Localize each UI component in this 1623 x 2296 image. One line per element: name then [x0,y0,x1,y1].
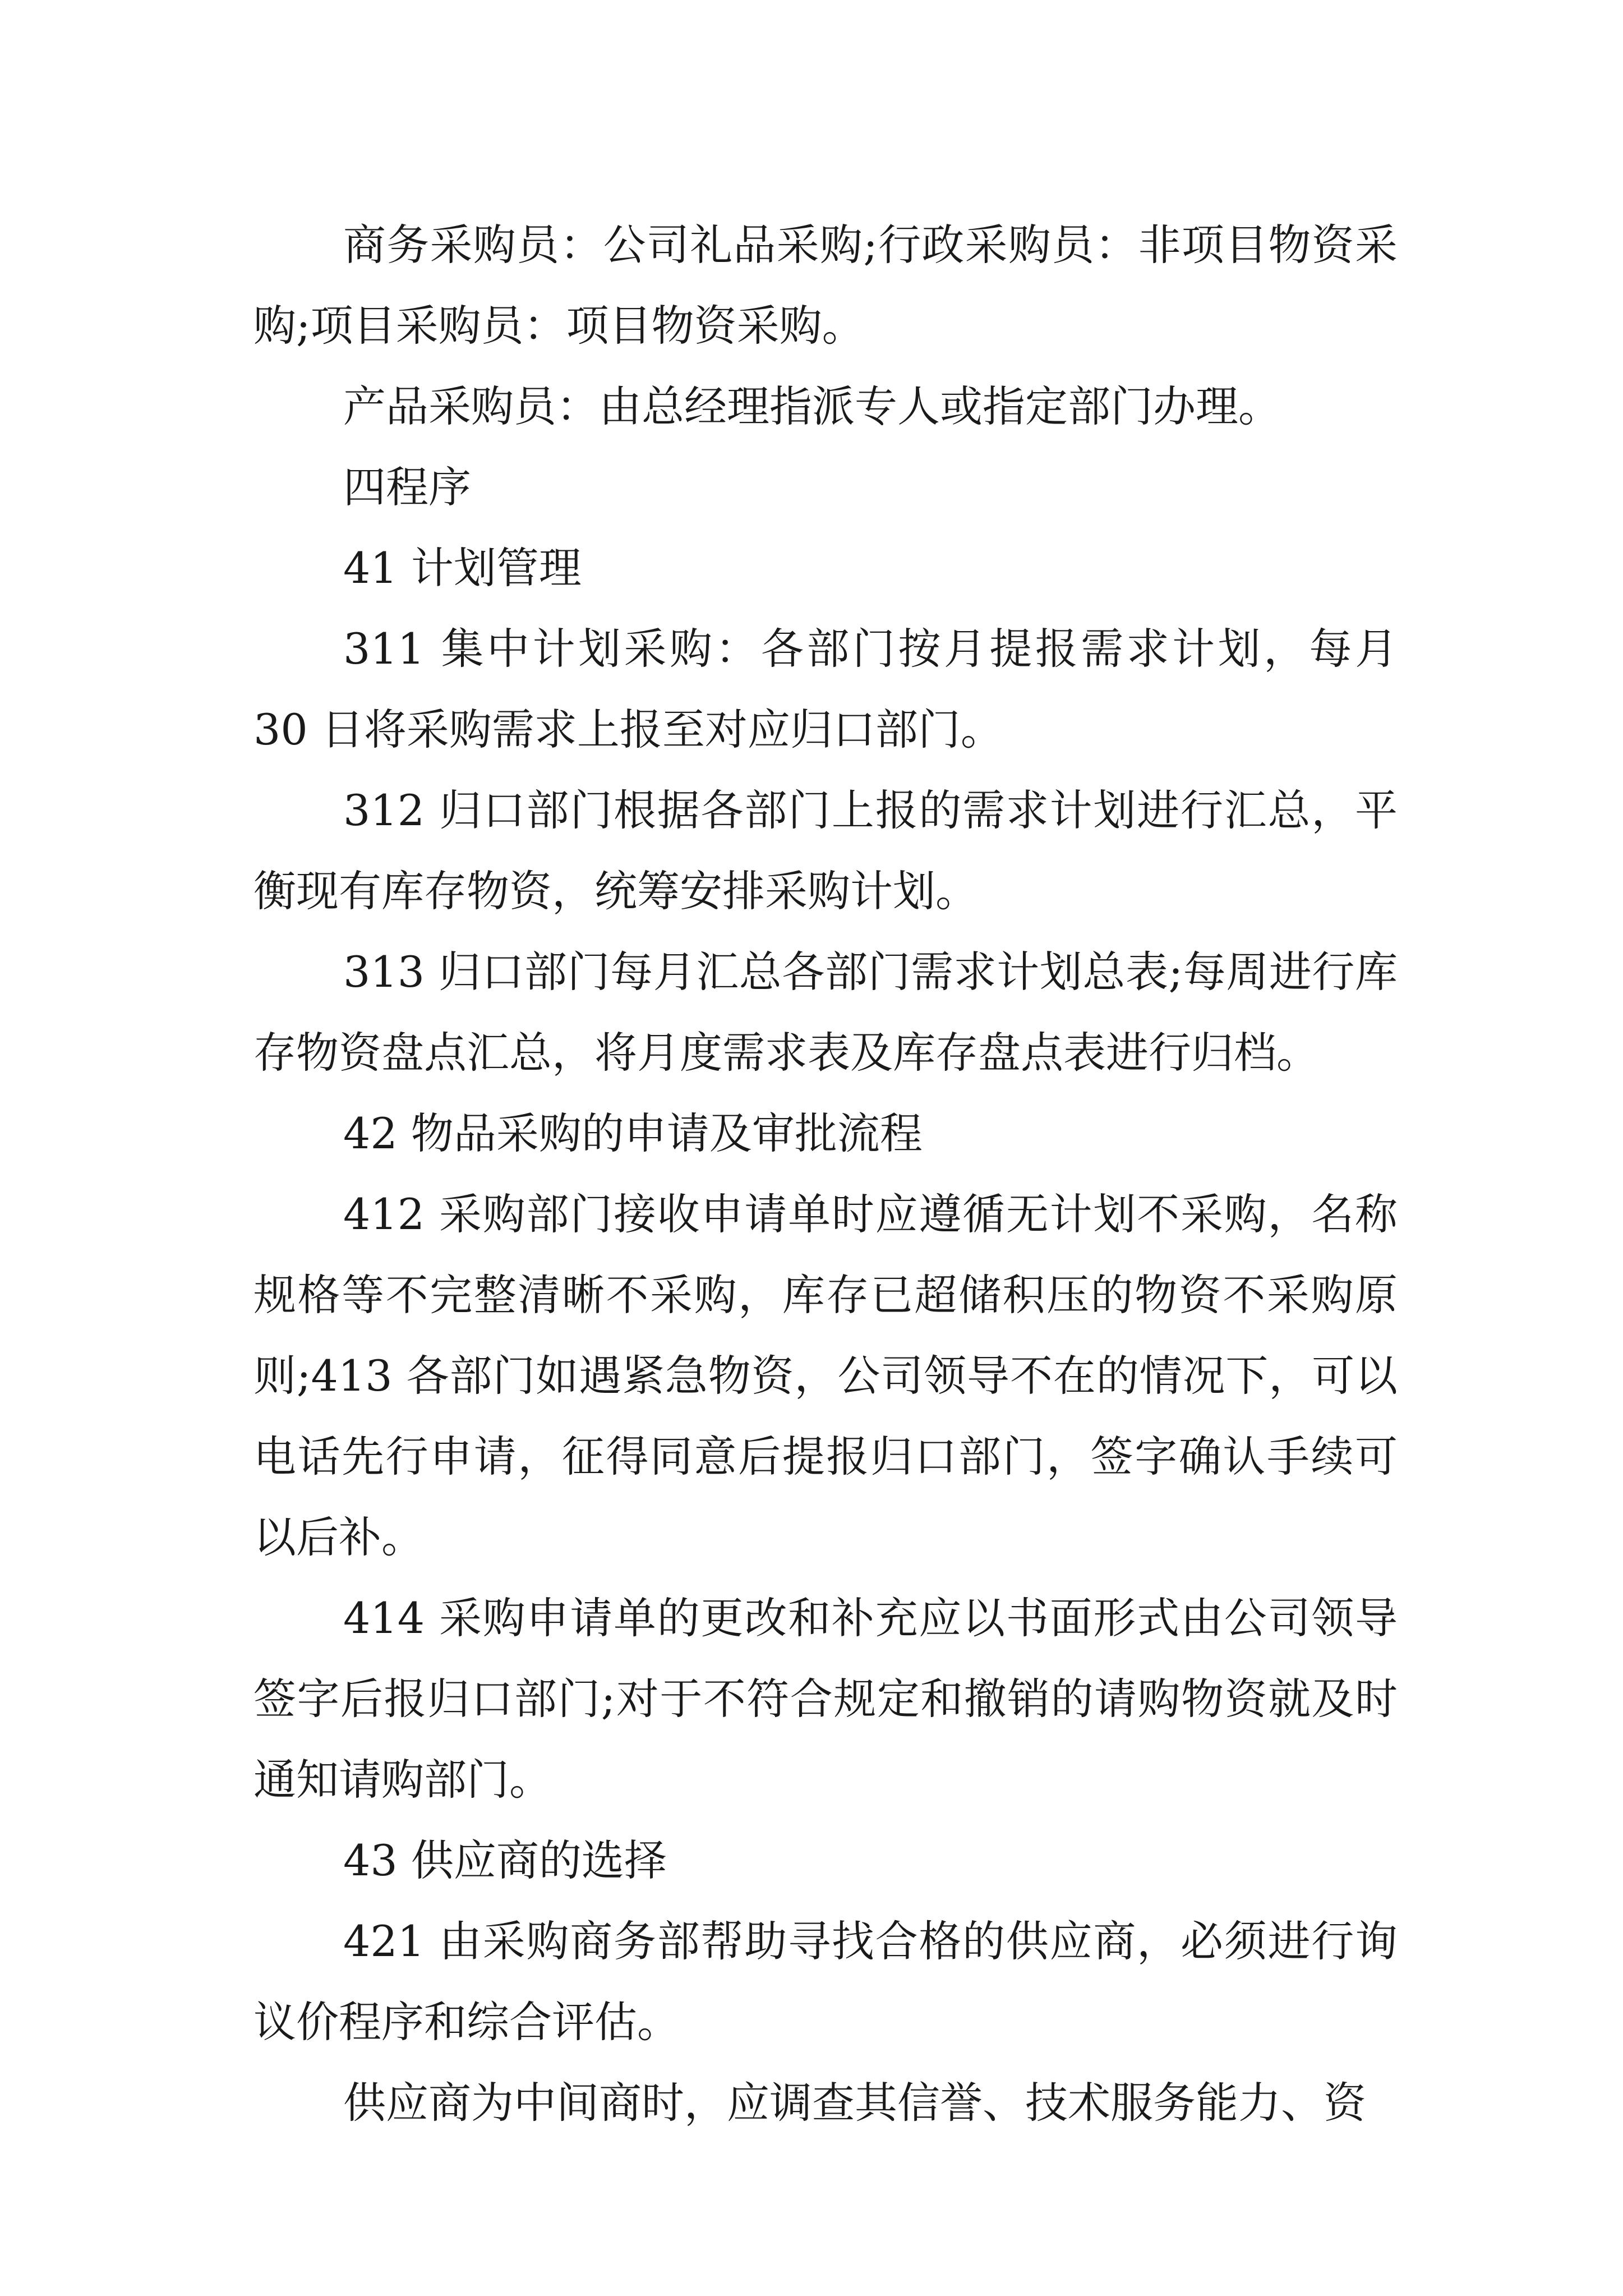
section-heading-procedure: 四程序 [343,462,471,512]
paragraph-313: 313 归口部门每月汇总各部门需求计划总表;每周进行库存物资盘点汇总，将月度需求表及库存盘点表进行归档。 [253,947,1398,1078]
paragraph-intermediary-supplier: 供应商为中间商时，应调查其信誉、技术服务能力、资 [343,2078,1366,2128]
paragraph-311: 311 集中计划采购：各部门按月提报需求计划，每月 30 日将采购需求上报至对应归口部门。 [253,624,1398,754]
paragraph-421: 421 由采购商务部帮助寻找合格的供应商，必须进行询议价程序和综合评估。 [253,1916,1398,2047]
paragraph-412-413: 412 采购部门接收申请单时应遵循无计划不采购，名称规格等不完整清晰不采购，库存已超储积压的物资不采购原则;413 各部门如遇紧急物资，公司领导不在的情况下，可以电话先行申请，征得同意后提报归口部门，签字确认手续可以后补。 [253,1189,1398,1562]
paragraph-312: 312 归口部门根据各部门上报的需求计划进行汇总，平衡现有库存物资，统筹安排采购计划。 [253,785,1398,916]
paragraph-purchaser-roles: 商务采购员：公司礼品采购;行政采购员：非项目物资采购;项目采购员：项目物资采购。 [253,220,1398,351]
section-heading-plan-management: 41 计划管理 [343,543,582,593]
paragraph-414: 414 采购申请单的更改和补充应以书面形式由公司领导签字后报归口部门;对于不符合规定和撤销的请购物资就及时通知请购部门。 [253,1593,1398,1805]
document-body [253,205,1398,2143]
paragraph-product-purchaser: 产品采购员：由总经理指派专人或指定部门办理。 [343,381,1281,431]
section-heading-supplier-selection: 43 供应商的选择 [343,1835,667,1885]
section-heading-approval-process: 42 物品采购的申请及审批流程 [343,1108,923,1158]
